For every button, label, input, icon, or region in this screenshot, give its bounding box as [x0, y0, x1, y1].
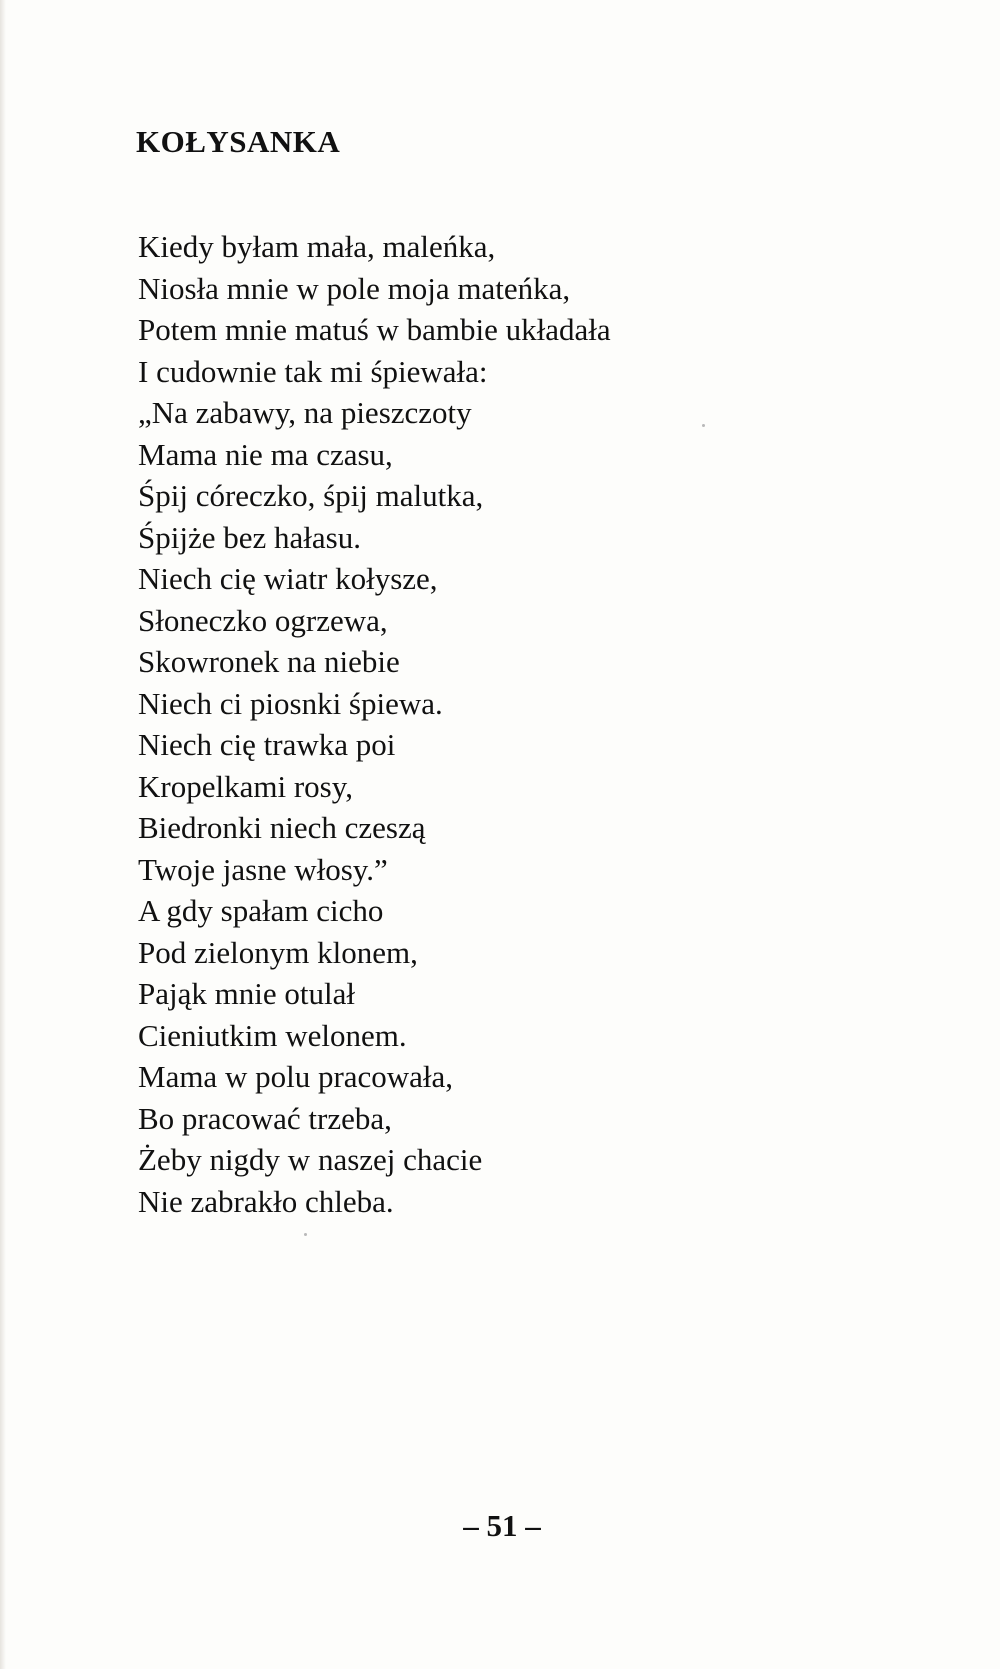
poem-line: Pod zielonym klonem, — [138, 934, 418, 970]
poem-line: Żeby nigdy w naszej chacie — [138, 1142, 483, 1177]
poem-line: Mama nie ma czasu, — [138, 436, 393, 472]
poem-line: A gdy spałam cicho — [138, 893, 384, 928]
poem-line: Niech cię wiatr kołysze, — [138, 561, 438, 596]
poem-line: Słoneczko ogrzewa, — [138, 602, 388, 638]
poem-title: KOŁYSANKA — [136, 124, 341, 159]
paper-speck — [304, 1233, 307, 1236]
poem-line: Bo pracować trzeba, — [138, 1100, 392, 1136]
poem-line: Niech cię trawka poi — [138, 727, 396, 762]
paper-speck — [702, 424, 705, 427]
poem-body — [138, 226, 611, 1222]
poem-line: Śpijże bez hałasu. — [138, 519, 361, 555]
poem-line: Skowronek na niebie — [138, 644, 400, 679]
poem-line: Kiedy byłam mała, maleńka, — [138, 229, 496, 264]
poem-line: Cieniutkim welonem. — [138, 1017, 407, 1053]
poem-line: Niosła mnie w pole moja mateńka, — [138, 270, 571, 306]
poem-line: I cudownie tak mi śpiewała: — [138, 353, 488, 389]
page-number: – 51 – — [463, 1508, 541, 1543]
page-edge-shadow — [0, 0, 6, 1669]
poem-line: Kropelkami rosy, — [138, 768, 353, 804]
poem-line: Biedronki niech czeszą — [138, 810, 426, 845]
poem-line: Śpij córeczko, śpij malutka, — [138, 478, 484, 513]
poem-line: Potem mnie matuś w bambie układała — [138, 312, 611, 347]
poem-line: „Na zabawy, na pieszczoty — [138, 395, 472, 430]
poem-line: Nie zabrakło chleba. — [138, 1183, 394, 1219]
poem-line: Pająk mnie otulał — [138, 976, 355, 1011]
poem-line: Niech ci piosnki śpiewa. — [138, 685, 443, 721]
poem-line: Twoje jasne włosy.” — [138, 851, 388, 887]
poem-line: Mama w polu pracowała, — [138, 1059, 454, 1094]
